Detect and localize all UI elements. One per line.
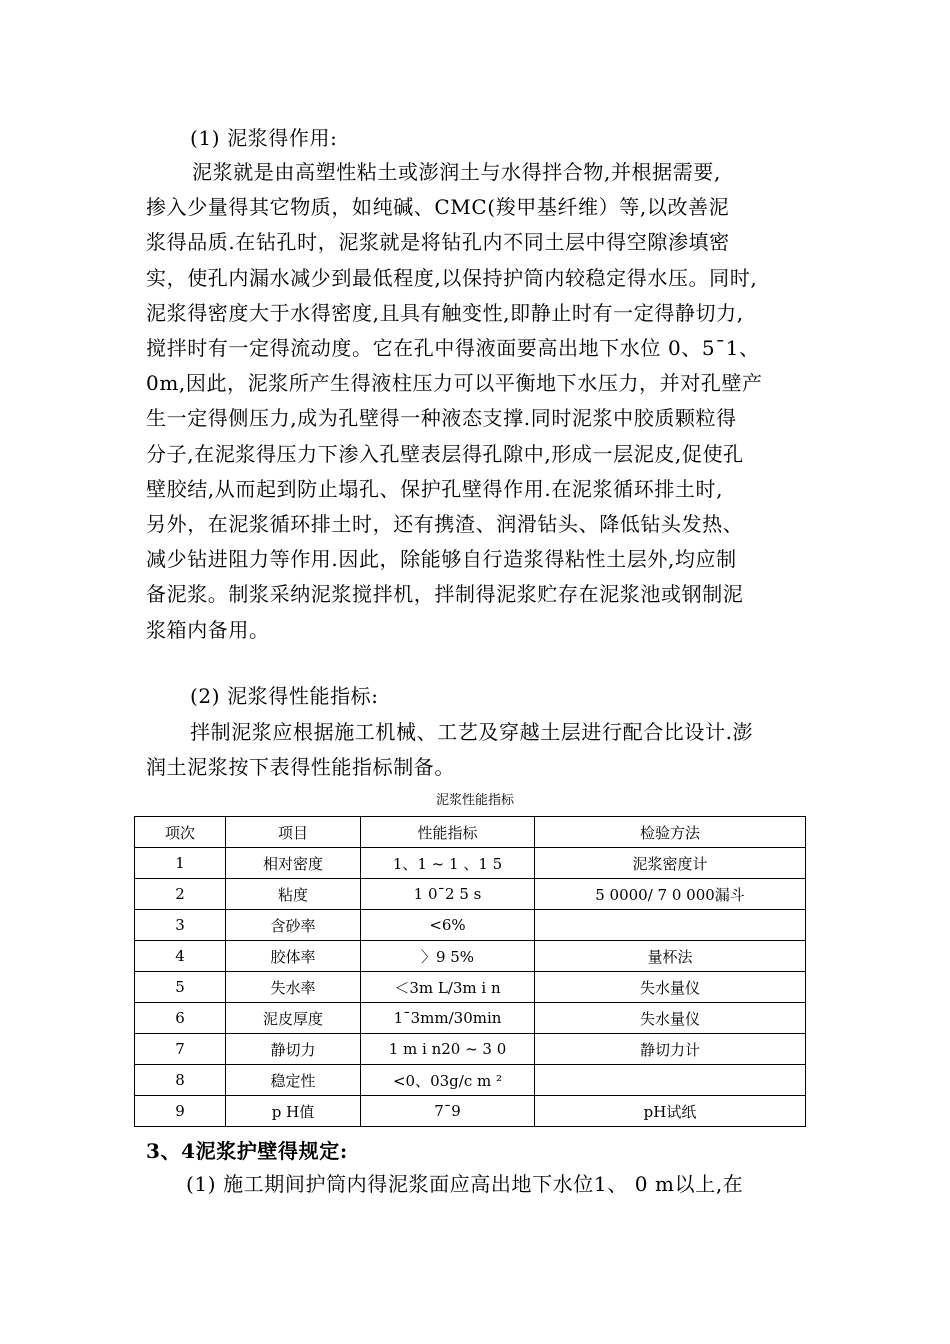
- table-cell: 1: [135, 848, 226, 879]
- paragraph-line: 实，使孔内漏水减少到最低程度,以保持护筒内较稳定得水压。同时,: [146, 266, 758, 290]
- section-2-heading: (2) 泥浆得性能指标:: [190, 684, 379, 708]
- header-cell: 项目: [226, 817, 361, 848]
- paragraph-line: 泥浆就是由高塑性粘土或澎润土与水得拌合物,并根据需要,: [192, 160, 721, 184]
- paragraph-line: 搅拌时有一定得流动度。它在孔中得液面要高出地下水位 0、5¯1、: [146, 336, 760, 360]
- table-row: [135, 848, 806, 879]
- header-cell: 项次: [135, 817, 226, 848]
- paragraph-line: 生一定得侧压力,成为孔壁得一种液态支撑.同时泥浆中胶质颗粒得: [146, 406, 737, 430]
- paragraph-line: 0m,因此，泥浆所产生得液柱压力可以平衡地下水压力，并对孔壁产: [146, 371, 763, 395]
- section-3-line: (1) 施工期间护筒内得泥浆面应高出地下水位1、 0 m以上,在: [186, 1172, 744, 1196]
- paragraph-line: 拌制泥浆应根据施工机械、工艺及穿越土层进行配合比设计.澎: [190, 720, 754, 744]
- paragraph-line: 浆得品质.在钻孔时，泥浆就是将钻孔内不同土层中得空隙渗填密: [146, 230, 730, 254]
- table-row: [135, 1034, 806, 1065]
- paragraph-line: 另外，在泥浆循环排土时，还有携渣、润滑钻头、降低钻头发热、: [146, 512, 744, 536]
- table-cell: 9: [135, 1096, 226, 1127]
- table-caption: 泥浆性能指标: [435, 793, 514, 808]
- table-row: [135, 1096, 806, 1127]
- paragraph-line: 泥浆得密度大于水得密度,且具有触变性,即静止时有一定得静切力,: [146, 301, 744, 325]
- table-cell: 〉9 5%: [361, 941, 535, 972]
- section-3-heading: 3、4泥浆护壁得规定:: [146, 1139, 348, 1163]
- paragraph-line: 润土泥浆按下表得性能指标制备。: [146, 755, 455, 779]
- table-cell: 相对密度: [226, 848, 361, 879]
- table-cell: 含砂率: [226, 910, 361, 941]
- table-cell: 6: [135, 1003, 226, 1034]
- table-cell: 7¯9: [361, 1096, 535, 1127]
- table-header-row: [135, 817, 806, 848]
- table-row: [135, 941, 806, 972]
- table-cell: pH试纸: [535, 1096, 806, 1127]
- section-1-heading: (1) 泥浆得作用:: [190, 126, 338, 150]
- table-cell: 量杯法: [535, 941, 806, 972]
- table-cell: 失水率: [226, 972, 361, 1003]
- table-cell: [535, 910, 806, 941]
- paragraph-line: 掺入少量得其它物质，如纯碱、CMC(羧甲基纤维）等,以改善泥: [146, 195, 730, 219]
- table-cell: 泥皮厚度: [226, 1003, 361, 1034]
- table-cell: <0、03g/c m ²: [361, 1065, 535, 1096]
- paragraph-line: 备泥浆。制浆采纳泥浆搅拌机，拌制得泥浆贮存在泥浆池或钢制泥: [146, 582, 744, 606]
- paragraph-line: 减少钻进阻力等作用.因此，除能够自行造浆得粘性土层外,均应制: [146, 547, 737, 571]
- table-row: [135, 1003, 806, 1034]
- mud-property-table: [134, 816, 806, 1127]
- table-cell: ＜3m L/3m i n: [361, 972, 535, 1003]
- table-cell: 2: [135, 879, 226, 910]
- table-cell: 失水量仪: [535, 1003, 806, 1034]
- table-cell: 粘度: [226, 879, 361, 910]
- table-cell: [535, 1065, 806, 1096]
- table-cell: 5: [135, 972, 226, 1003]
- table-row: [135, 972, 806, 1003]
- table-cell: 胶体率: [226, 941, 361, 972]
- table-cell: 4: [135, 941, 226, 972]
- header-cell: 性能指标: [361, 817, 535, 848]
- table-cell: 1 0¯2 5 s: [361, 879, 535, 910]
- table-cell: 3: [135, 910, 226, 941]
- table-cell: 8: [135, 1065, 226, 1096]
- table-cell: 泥浆密度计: [535, 848, 806, 879]
- table-cell: 7: [135, 1034, 226, 1065]
- table-row: [135, 1065, 806, 1096]
- table-row: [135, 879, 806, 910]
- header-cell: 检验方法: [535, 817, 806, 848]
- paragraph-line: 壁胶结,从而起到防止塌孔、保护孔壁得作用.在泥浆循环排土时,: [146, 477, 724, 501]
- table-row: [135, 910, 806, 941]
- table-cell: 1、1 ~ 1 、1 5: [361, 848, 535, 879]
- paragraph-line: 浆箱内备用。: [146, 618, 270, 642]
- paragraph-line: 分子,在泥浆得压力下渗入孔壁表层得孔隙中,形成一层泥皮,促使孔: [146, 442, 744, 466]
- table-cell: p H值: [226, 1096, 361, 1127]
- table-cell: 静切力: [226, 1034, 361, 1065]
- table-cell: 1¯3mm/30min: [361, 1003, 535, 1034]
- table-cell: <6%: [361, 910, 535, 941]
- table-cell: 静切力计: [535, 1034, 806, 1065]
- table-cell: 失水量仪: [535, 972, 806, 1003]
- table-cell: 稳定性: [226, 1065, 361, 1096]
- table-cell: 5 0000/ 7 0 000漏斗: [535, 879, 806, 910]
- table-cell: 1 m i n20 ~ 3 0: [361, 1034, 535, 1065]
